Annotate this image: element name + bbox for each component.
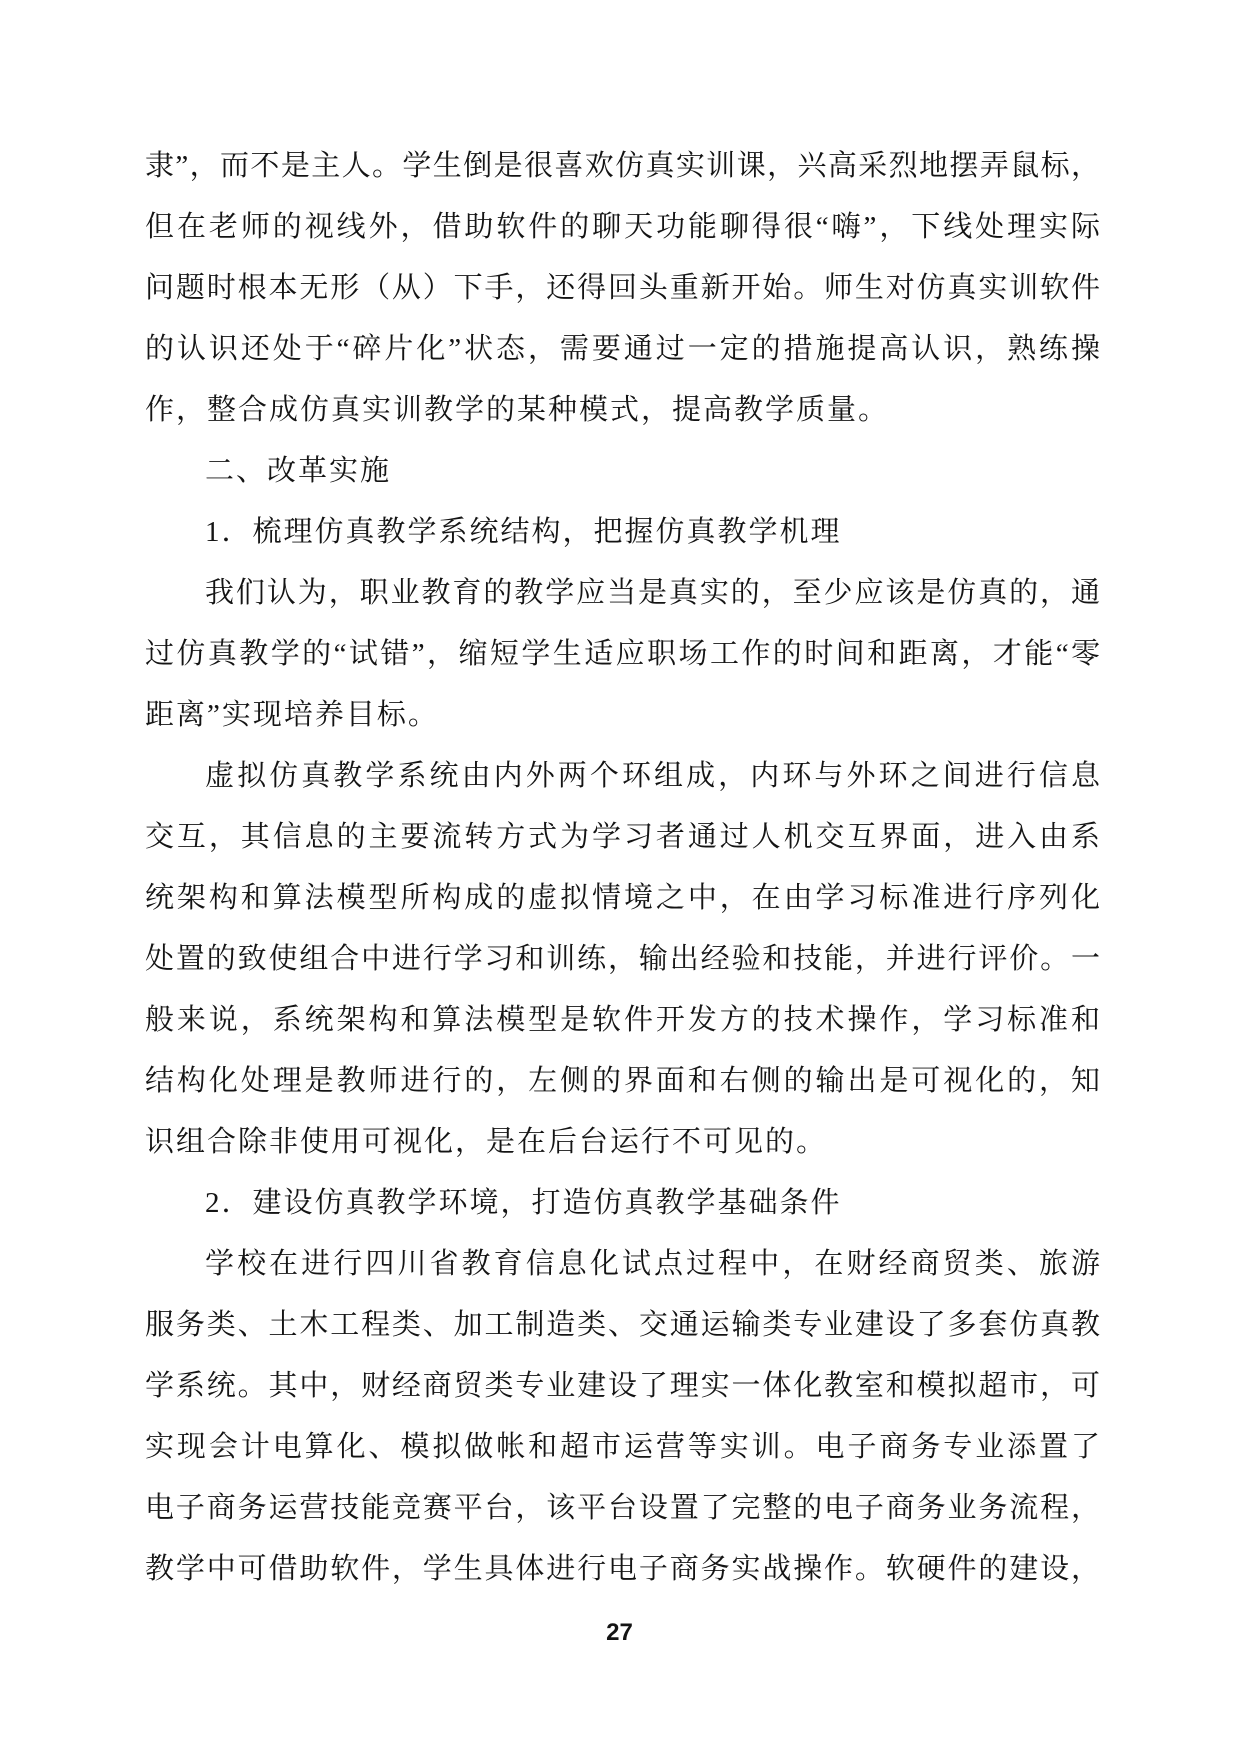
text-line: 识组合除非使用可视化，是在后台运行不可见的。 [145, 1126, 828, 1158]
text-line: 处置的致使组合中进行学习和训练，输出经验和技能，并进行评价。一 [145, 943, 1100, 975]
text-line: 学系统。其中，财经商贸类专业建设了理实一体化教室和模拟超市，可 [145, 1370, 1100, 1402]
text-line: 但在老师的视线外，借助软件的聊天功能聊得很“嗨”，下线处理实际 [145, 211, 1100, 243]
paragraph [145, 502, 1100, 563]
text-line: 结构化处理是教师进行的，左侧的界面和右侧的输出是可视化的，知 [145, 1065, 1100, 1097]
text-line: 服务类、土木工程类、加工制造类、交通运输类专业建设了多套仿真教 [145, 1309, 1100, 1341]
text-line: 二、改革实施 [205, 455, 392, 487]
page-number: 27 [606, 1619, 633, 1646]
text-line: 实现会计电算化、模拟做帐和超市运营等实训。电子商务专业添置了 [145, 1431, 1100, 1463]
text-line: 我们认为，职业教育的教学应当是真实的，至少应该是仿真的，通 [205, 577, 1100, 609]
text-line: 教学中可借助软件，学生具体进行电子商务实战操作。软硬件的建设， [145, 1553, 1100, 1585]
paragraph [145, 441, 1100, 502]
text-line: 的认识还处于“碎片化”状态，需要通过一定的措施提高认识，熟练操 [145, 333, 1100, 365]
text-line: 距离”实现培养目标。 [145, 699, 439, 731]
text-line: 过仿真教学的“试错”，缩短学生适应职场工作的时间和距离，才能“零 [145, 638, 1100, 670]
paragraph [145, 136, 1100, 441]
text-line: 隶”，而不是主人。学生倒是很喜欢仿真实训课，兴高采烈地摆弄鼠标， [145, 150, 1100, 182]
text-line: 般来说，系统架构和算法模型是软件开发方的技术操作，学习标准和 [145, 1004, 1100, 1036]
paragraph [145, 563, 1100, 746]
paragraph [145, 1173, 1100, 1234]
text-line: 电子商务运营技能竞赛平台，该平台设置了完整的电子商务业务流程， [145, 1492, 1100, 1524]
paragraph [145, 746, 1100, 1173]
text-line: 虚拟仿真教学系统由内外两个环组成，内环与外环之间进行信息 [205, 760, 1100, 792]
text-line: 交互，其信息的主要流转方式为学习者通过人机交互界面，进入由系 [145, 821, 1100, 853]
text-line: 2．建设仿真教学环境，打造仿真教学基础条件 [205, 1187, 842, 1219]
text-line: 1．梳理仿真教学系统结构，把握仿真教学机理 [205, 516, 842, 548]
text-line: 统架构和算法模型所构成的虚拟情境之中，在由学习标准进行序列化 [145, 882, 1100, 914]
text-line: 问题时根本无形（从）下手，还得回头重新开始。师生对仿真实训软件 [145, 272, 1100, 304]
text-line: 作，整合成仿真实训教学的某种模式，提高教学质量。 [145, 394, 890, 426]
paragraph [145, 1234, 1100, 1600]
text-line: 学校在进行四川省教育信息化试点过程中，在财经商贸类、旅游 [205, 1248, 1100, 1280]
document-body [145, 136, 1100, 1600]
